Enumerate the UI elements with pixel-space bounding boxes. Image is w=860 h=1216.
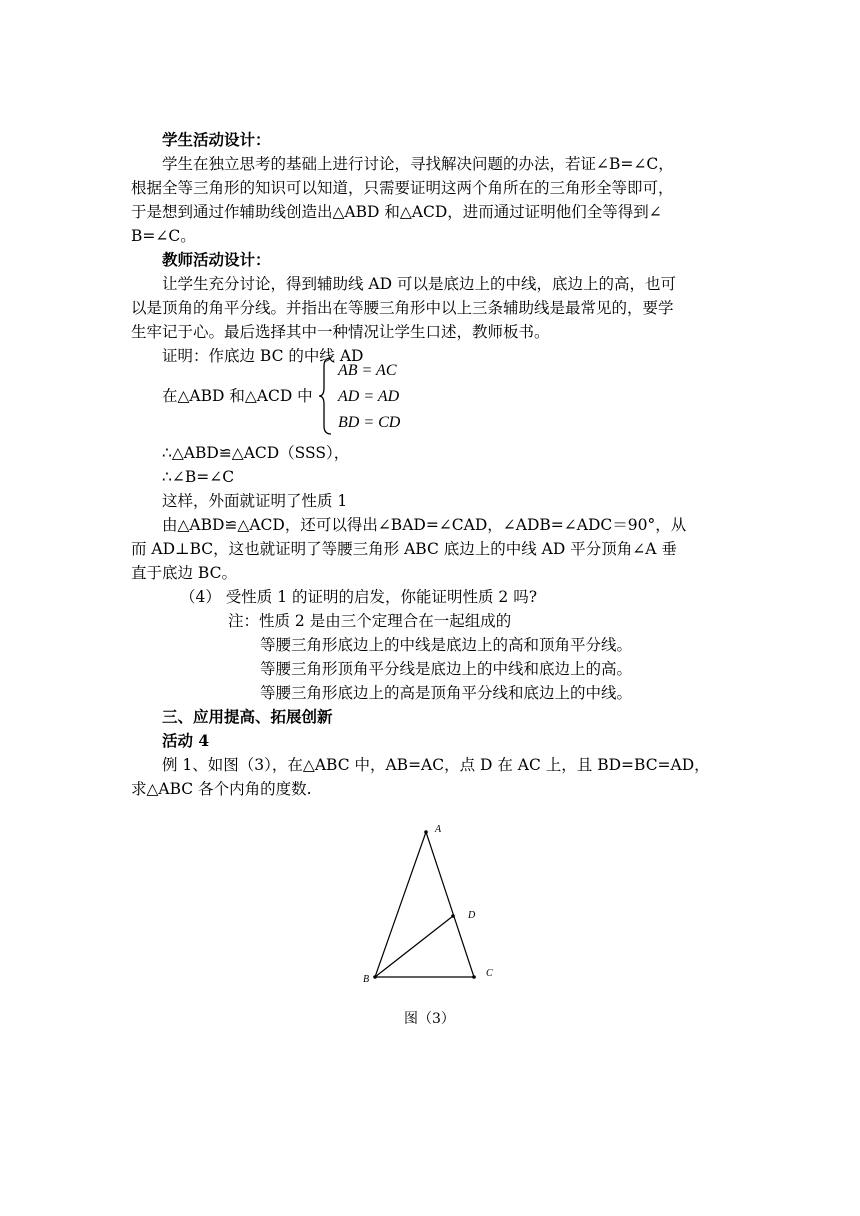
point-d xyxy=(451,914,455,918)
point-b xyxy=(373,975,377,979)
equation-ab-ac: AB = AC xyxy=(338,362,397,379)
example-line: 例 1、如图（3），在△ABC 中，AB=AC，点 D 在 AC 上，且 BD=BC=AD， xyxy=(162,756,710,774)
example-line: 求△ABC 各个内角的度数. xyxy=(131,780,312,798)
figure-caption: 图（3） xyxy=(404,1011,455,1027)
section-heading: 三、应用提高、拓展创新 xyxy=(162,707,333,726)
paragraph-line: 由△ABD≌△ACD，还可以得出∠BAD=∠CAD，∠ADB=∠ADC＝90°，从 xyxy=(162,516,687,534)
label-b: B xyxy=(363,974,370,985)
paragraph-line: B=∠C。 xyxy=(131,227,196,245)
paragraph-line: 直于底边 BC。 xyxy=(131,564,237,582)
label-d: D xyxy=(468,910,476,921)
heading-teacher-activity: 教师活动设计： xyxy=(162,250,271,269)
point-c xyxy=(472,975,476,979)
proof-condition-label: 在△ABD 和△ACD 中 xyxy=(162,387,313,405)
paragraph-line: 根据全等三角形的知识可以知道，只需要证明这两个角所在的三角形全等即可， xyxy=(131,179,674,197)
triangle-figure xyxy=(355,822,505,992)
paragraph-line: 以是顶角的角平分线。并指出在等腰三角形中以上三条辅助线是最常见的，要学 xyxy=(131,299,674,317)
label-a: A xyxy=(435,824,442,835)
question-4: （4） 受性质 1 的证明的启发，你能证明性质 2 吗? xyxy=(180,588,538,606)
equation-system xyxy=(338,358,400,436)
side-ac xyxy=(426,832,474,977)
proof-conclusion: ∴∠B=∠C xyxy=(162,468,235,486)
proof-intro: 证明：作底边 BC 的中线 AD xyxy=(162,347,364,365)
paragraph-line: 生牢记于心。最后选择其中一种情况让学生口述，教师板书。 xyxy=(131,323,550,341)
paragraph-line: 让学生充分讨论，得到辅助线 AD 可以是底边上的中线，底边上的高，也可 xyxy=(162,275,676,293)
side-ab xyxy=(375,832,426,977)
proof-conclusion: ∴△ABD≌△ACD（SSS）， xyxy=(162,444,350,462)
point-a xyxy=(424,830,428,834)
paragraph-line: 这样，外面就证明了性质 1 xyxy=(162,492,348,510)
note-item: 等腰三角形底边上的中线是底边上的高和顶角平分线。 xyxy=(260,636,633,654)
activity-heading: 活动 4 xyxy=(162,731,210,750)
left-brace xyxy=(318,356,334,436)
equation-bd-cd: BD = CD xyxy=(338,414,401,431)
equation-ad-ad: AD = AD xyxy=(338,388,400,405)
note-item: 等腰三角形底边上的高是顶角平分线和底边上的中线。 xyxy=(260,684,633,702)
paragraph-line: 而 AD⊥BC，这也就证明了等腰三角形 ABC 底边上的中线 AD 平分顶角∠A 垂 xyxy=(131,540,677,558)
paragraph-line: 于是想到通过作辅助线创造出△ABD 和△ACD，进而通过证明他们全等得到∠ xyxy=(131,203,662,221)
segment-bd xyxy=(375,916,453,977)
label-c: C xyxy=(486,968,493,979)
note-item: 等腰三角形顶角平分线是底边上的中线和底边上的高。 xyxy=(260,660,633,678)
heading-student-activity: 学生活动设计： xyxy=(162,130,271,149)
note-line: 注：性质 2 是由三个定理合在一起组成的 xyxy=(228,612,512,630)
paragraph-line: 学生在独立思考的基础上进行讨论，寻找解决问题的办法，若证∠B=∠C， xyxy=(162,155,674,173)
